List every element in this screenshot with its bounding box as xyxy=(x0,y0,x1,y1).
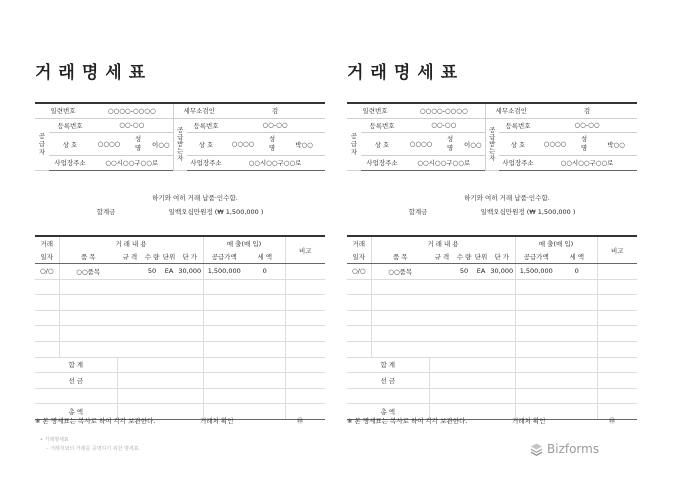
header-date-top: 거래 xyxy=(347,236,371,250)
receiver-name-label: 성 명 xyxy=(573,133,595,156)
header-unit: 단위 xyxy=(473,250,489,264)
serial-value: ○○○○-○○○○ xyxy=(91,103,173,118)
header-date-bottom: 일자 xyxy=(35,250,59,264)
tax-office-value: 검 xyxy=(225,103,325,118)
header-qty: 수 량 xyxy=(143,250,161,264)
supplier-group-label: 공 급 자 xyxy=(35,118,49,170)
header-tax: 세 액 xyxy=(245,250,285,264)
header-trade-group: 거 래 내 용 xyxy=(59,236,203,250)
cell-note xyxy=(597,264,637,280)
receiver-name-value: 박○○ xyxy=(283,133,325,156)
serial-label: 일련번호 xyxy=(347,103,403,118)
receiver-group-label: 공 급 받 는 자 xyxy=(173,118,187,170)
total-text: 일백오십만원정 (₩ 1,500,000 ) xyxy=(168,208,264,216)
advance-label: 선 금 xyxy=(347,373,429,389)
header-trade-group: 거 래 내 용 xyxy=(371,236,515,250)
supplier-name-label: 성 명 xyxy=(127,133,149,156)
receiver-address-label: 사업장주소 xyxy=(187,156,225,171)
table-row xyxy=(347,341,637,357)
header-unit: 단위 xyxy=(161,250,177,264)
cell-spec xyxy=(117,264,143,280)
total-label: 합계금 xyxy=(96,208,116,216)
supplier-address-value: ○○시○○구○○로 xyxy=(403,156,485,171)
supplier-name-value: 이○○ xyxy=(461,133,485,156)
header-sales-group: 매 출(매 입) xyxy=(203,236,285,250)
cell-tax: 0 xyxy=(557,264,597,280)
advance-row xyxy=(347,373,637,389)
supplier-reg-value: ○○-○○ xyxy=(91,118,173,133)
header-price: 단 가 xyxy=(489,250,515,264)
receiver-name-label: 성 명 xyxy=(261,133,283,156)
brand-name: Bizforms xyxy=(547,442,600,456)
header-supply: 공급가액 xyxy=(203,250,245,264)
sum-row xyxy=(35,357,325,373)
receiver-reg-label: 등록번호 xyxy=(499,118,537,133)
table-row xyxy=(347,326,637,342)
header-item: 품 목 xyxy=(371,250,429,264)
header-date-bottom: 일자 xyxy=(347,250,371,264)
cell-date: ○/○ xyxy=(35,264,59,280)
document-title: 거래명세표 xyxy=(35,63,153,83)
bizforms-logo-icon xyxy=(530,443,543,456)
table-row xyxy=(347,264,637,280)
sub-notes xyxy=(40,436,140,454)
supplier-group-label: 공 급 자 xyxy=(347,118,361,170)
blank-row xyxy=(35,388,325,404)
cell-qty: 50 xyxy=(143,264,161,280)
header-date-top: 거래 xyxy=(35,236,59,250)
supplier-name-value: 이○○ xyxy=(149,133,173,156)
cell-unit: EA xyxy=(161,264,177,280)
receiver-reg-label: 등록번호 xyxy=(187,118,225,133)
blank-row xyxy=(347,388,637,404)
tax-office-value: 검 xyxy=(537,103,637,118)
cell-item: ○○품목 xyxy=(59,264,117,280)
footer-note: ※ 본 명세표는 복사로 하여 각각 보관한다. xyxy=(35,417,156,425)
table-row xyxy=(347,279,637,295)
party-info-table xyxy=(35,102,325,171)
sum-label: 합 계 xyxy=(347,357,429,373)
receiver-name-value: 박○○ xyxy=(595,133,637,156)
receiver-address-value: ○○시○○구○○로 xyxy=(537,156,637,171)
header-supply: 공급가액 xyxy=(515,250,557,264)
sum-row xyxy=(347,357,637,373)
header-price: 단 가 xyxy=(177,250,203,264)
cell-date: ○/○ xyxy=(347,264,371,280)
table-row xyxy=(35,264,325,280)
table-row xyxy=(35,279,325,295)
table-row xyxy=(35,295,325,311)
receiver-group-label: 공 급 받 는 자 xyxy=(485,118,499,170)
receiver-company-label: 상 호 xyxy=(187,133,225,156)
receiver-company-value: ○○○○ xyxy=(225,133,261,156)
supplier-reg-value: ○○-○○ xyxy=(403,118,485,133)
items-table xyxy=(347,235,637,420)
receiver-reg-value: ○○-○○ xyxy=(225,118,325,133)
total-label: 합계금 xyxy=(408,208,428,216)
serial-label: 일련번호 xyxy=(35,103,91,118)
advance-label: 선 금 xyxy=(35,373,117,389)
cell-price: 30,000 xyxy=(489,264,515,280)
table-row xyxy=(347,295,637,311)
supplier-reg-label: 등록번호 xyxy=(49,118,91,133)
supplier-name-label: 성 명 xyxy=(439,133,461,156)
serial-value: ○○○○-○○○○ xyxy=(403,103,485,118)
header-sales-group: 매 출(매 입) xyxy=(515,236,597,250)
cell-qty: 50 xyxy=(455,264,473,280)
total-text: 일백오십만원정 (₩ 1,500,000 ) xyxy=(480,208,576,216)
party-info-table xyxy=(347,102,637,171)
receiver-company-value: ○○○○ xyxy=(537,133,573,156)
footer-note: ※ 본 명세표는 복사로 하여 각각 보관한다. xyxy=(347,417,468,425)
tax-office-label: 세무소검인 xyxy=(173,103,225,118)
document-title: 거래명세표 xyxy=(347,63,465,83)
receiver-company-label: 상 호 xyxy=(499,133,537,156)
header-spec: 규 격 xyxy=(429,250,455,264)
balance-label: 총 액 xyxy=(347,404,429,420)
supplier-company-label: 상 호 xyxy=(49,133,91,156)
cell-supply: 1,500,000 xyxy=(203,264,245,280)
cell-price: 30,000 xyxy=(177,264,203,280)
items-table xyxy=(35,235,325,420)
tax-office-label: 세무소검인 xyxy=(485,103,537,118)
table-row xyxy=(35,341,325,357)
statement-sheet-left xyxy=(35,0,325,430)
cell-unit: EA xyxy=(473,264,489,280)
total-line xyxy=(347,207,637,216)
supplier-company-label: 상 호 xyxy=(361,133,403,156)
receiver-address-label: 사업장주소 xyxy=(499,156,537,171)
supplier-reg-label: 등록번호 xyxy=(361,118,403,133)
supplier-address-label: 사업장주소 xyxy=(361,156,403,171)
supplier-address-label: 사업장주소 xyxy=(49,156,91,171)
cell-tax: 0 xyxy=(245,264,285,280)
header-item: 품 목 xyxy=(59,250,117,264)
sum-label: 합 계 xyxy=(35,357,117,373)
cell-spec xyxy=(429,264,455,280)
statement-sheet-right xyxy=(347,0,637,430)
supplier-company-value: ○○○○ xyxy=(91,133,127,156)
table-row xyxy=(35,310,325,326)
receiver-address-value: ○○시○○구○○로 xyxy=(225,156,325,171)
statement-text: 하기와 여히 거래 납품·인수함. xyxy=(152,194,238,202)
sub-note-title: • 거래명세표 xyxy=(40,437,69,443)
balance-label: 총 액 xyxy=(35,404,117,420)
confirm-label: 거래처 확인 xyxy=(512,417,546,425)
header-spec: 규 격 xyxy=(117,250,143,264)
header-qty: 수 량 xyxy=(455,250,473,264)
header-tax: 세 액 xyxy=(557,250,597,264)
supplier-address-value: ○○시○○구○○로 xyxy=(91,156,173,171)
advance-row xyxy=(35,373,325,389)
cell-note xyxy=(285,264,325,280)
confirm-label: 거래처 확인 xyxy=(200,417,234,425)
sub-note-desc: – 거래처와의 거래를 증명하기 위한 명세표. xyxy=(46,446,141,452)
cell-supply: 1,500,000 xyxy=(515,264,557,280)
table-row xyxy=(35,326,325,342)
table-row xyxy=(347,310,637,326)
statement-text: 하기와 여히 거래 납품·인수함. xyxy=(464,194,550,202)
total-line xyxy=(35,207,325,216)
seal-mark: ㊞ xyxy=(297,418,304,425)
cell-item: ○○품목 xyxy=(371,264,429,280)
header-note: 비고 xyxy=(285,236,325,264)
supplier-company-value: ○○○○ xyxy=(403,133,439,156)
seal-mark: ㊞ xyxy=(609,418,616,425)
brand-logo xyxy=(530,442,599,456)
header-note: 비고 xyxy=(597,236,637,264)
receiver-reg-value: ○○-○○ xyxy=(537,118,637,133)
